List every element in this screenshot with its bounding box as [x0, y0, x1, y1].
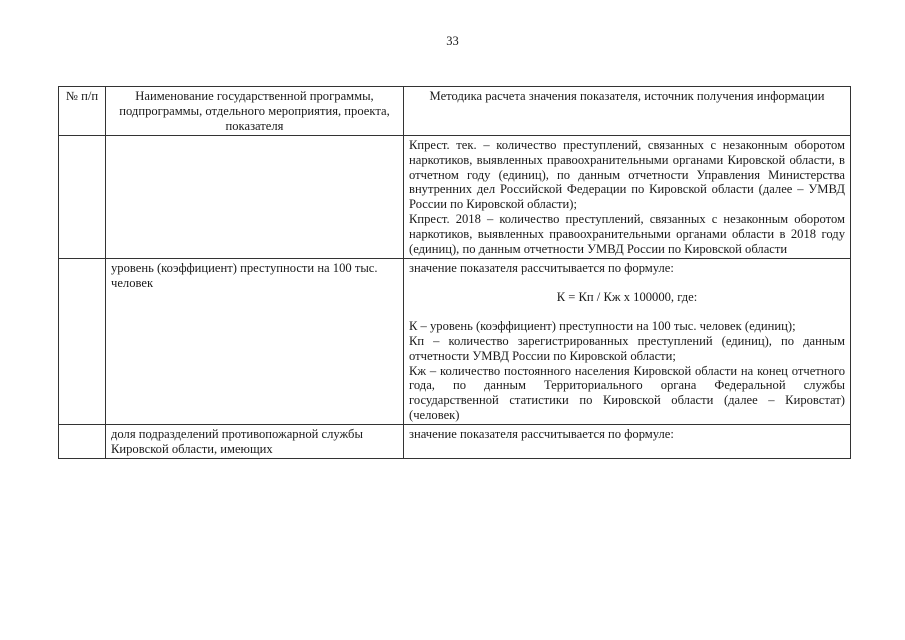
method-paragraph: Кп – количество зарегистрированных преступлений (единиц), по данным отчетности УМВД России по Кировской области;: [409, 333, 845, 363]
method-paragraph: К – уровень (коэффициент) преступности на 100 тыс. человек (единиц);: [409, 318, 796, 333]
header-name: Наименование государственной программы, подпрограммы, отдельного мероприятия, проекта, показателя: [106, 87, 404, 136]
method-intro: значение показателя рассчитывается по формуле:: [409, 260, 674, 275]
table-row: [59, 425, 851, 459]
method-intro: значение показателя рассчитывается по формуле:: [409, 427, 674, 442]
row-method: [404, 258, 851, 424]
table-header-row: [59, 87, 851, 136]
row-name: [106, 135, 404, 258]
table-row: [59, 258, 851, 424]
method-paragraph: Кпрест. 2018 – количество преступлений, связанных с незаконным оборотом наркотиков, выявленных правоохранительными органами области в 2018 году (единиц), по данным отчетности УМВД России по Кировской области: [409, 212, 845, 257]
row-method: [404, 135, 851, 258]
page-number: 33: [446, 34, 459, 48]
row-number: [59, 135, 106, 258]
header-number: № п/п: [59, 87, 106, 136]
indicator-table: [58, 86, 851, 459]
method-paragraph: Кпрест. тек. – количество преступлений, связанных с незаконным оборотом наркотиков, выявленных правоохранительными органами Кировской области, в отчетном году (единиц), по данным отчетности Управления Министерства внутренних дел Российской Федерации по Кировской области (далее – УМВД России по Кировской области);: [409, 137, 845, 212]
row-name: доля подразделений противопожарной службы Кировской области, имеющих: [106, 425, 404, 459]
row-method: [404, 425, 851, 459]
row-number: [59, 425, 106, 459]
row-number: [59, 258, 106, 424]
table-row: [59, 135, 851, 258]
formula: К = Кп / Кж х 100000, где:: [556, 289, 698, 304]
header-method: Методика расчета значения показателя, источник получения информации: [404, 87, 851, 136]
method-paragraph: Кж – количество постоянного населения Кировской области на конец отчетного года, по данным Территориального органа Федеральной службы государственной статистики по Кировской области (далее – Кировстат) (человек): [409, 363, 845, 423]
row-name: уровень (коэффициент) преступности на 100 тыс. человек: [106, 258, 404, 424]
